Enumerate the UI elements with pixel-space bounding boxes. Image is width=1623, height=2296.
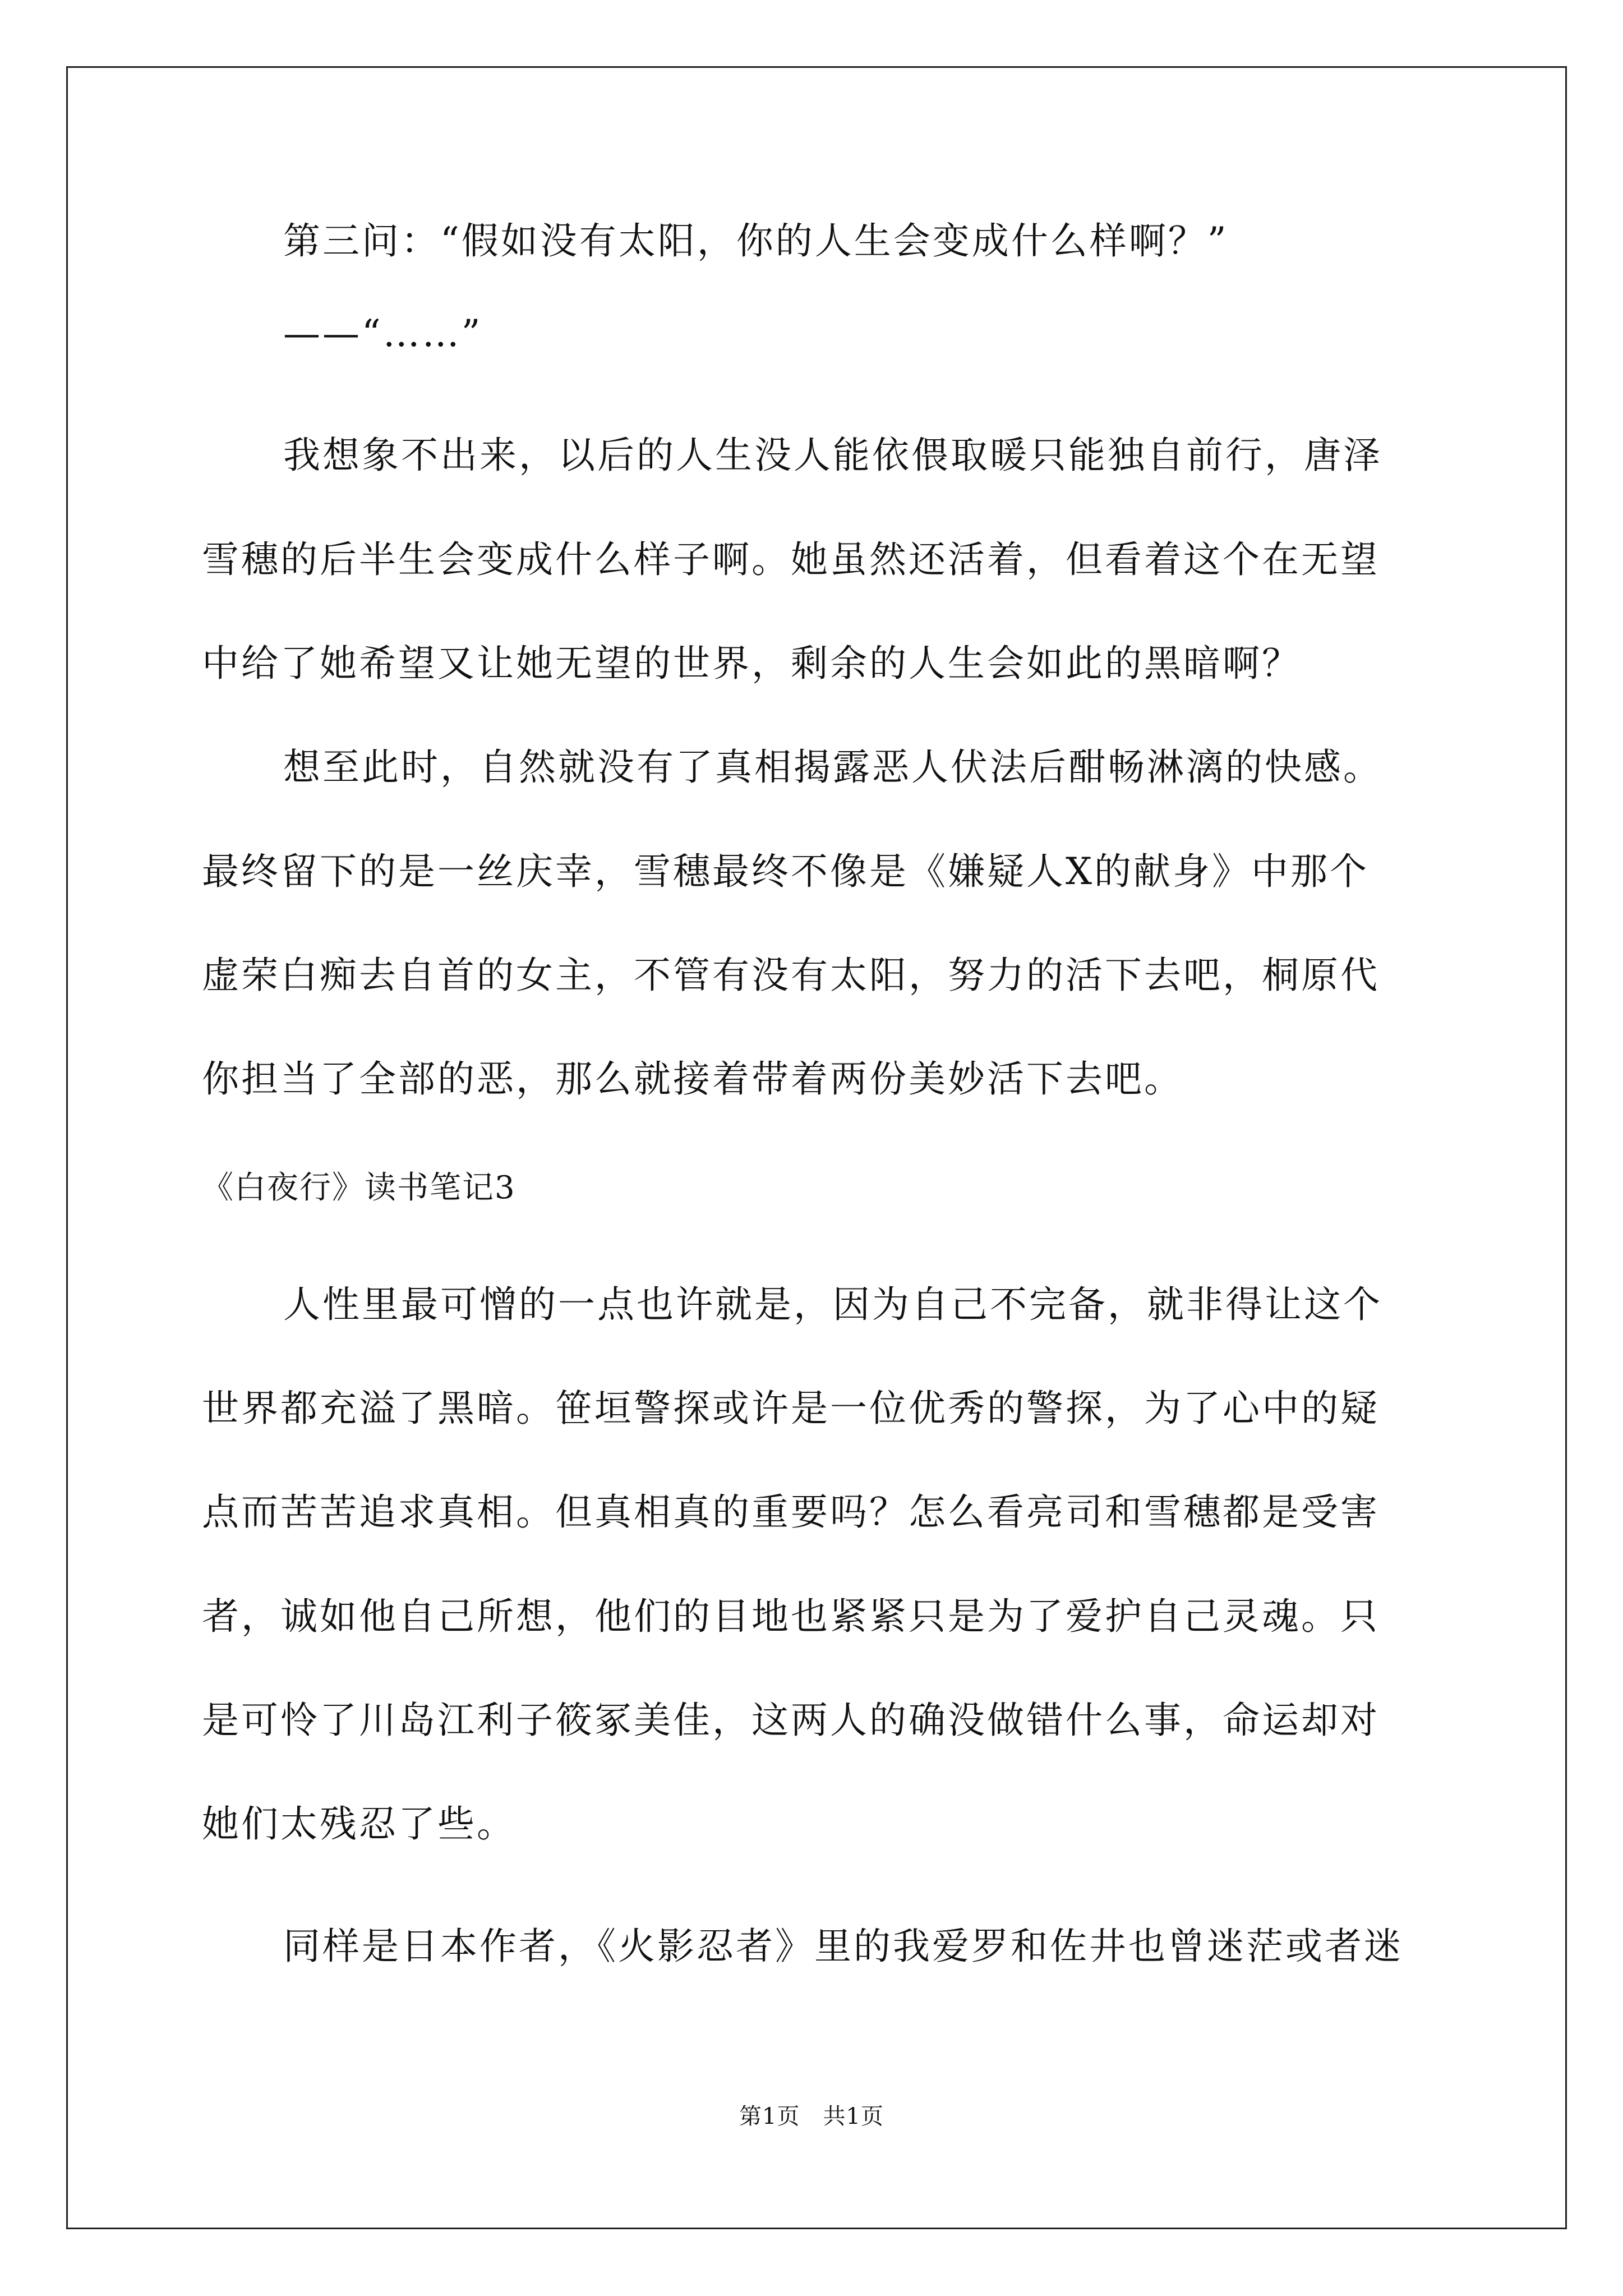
paragraph-line: 中给了她希望又让她无望的世界，剩余的人生会如此的黑暗啊？: [202, 642, 1301, 685]
paragraph-line: 人性里最可憎的一点也许就是，因为自己不完备，就非得让这个: [283, 1283, 1382, 1326]
paragraph-line: ——“……”: [283, 312, 483, 355]
paragraph-line: 同样是日本作者，《火影忍者》里的我爱罗和佐井也曾迷茫或者迷: [283, 1925, 1403, 1968]
paragraph-line: 点而苦苦追求真相。但真相真的重要吗？怎么看亮司和雪穗都是受害: [202, 1490, 1380, 1534]
section-heading: 《白夜行》读书笔记3: [202, 1170, 516, 1206]
page-border: [66, 66, 1567, 2229]
paragraph-line: 者，诚如他自己所想，他们的目地也紧紧只是为了爱护自己灵魂。只: [202, 1595, 1380, 1638]
paragraph-line: 世界都充溢了黑暗。笹垣警探或许是一位优秀的警探，为了心中的疑: [202, 1387, 1380, 1430]
page-number: 第1页 共1页: [739, 2104, 884, 2129]
paragraph-line: 我想象不出来，以后的人生没人能依偎取暖只能独自前行，唐泽: [283, 434, 1382, 477]
paragraph-line: 想至此时，自然就没有了真相揭露恶人伏法后酣畅淋漓的快感。: [283, 746, 1382, 789]
paragraph-line: 是可怜了川岛江利子筱冢美佳，这两人的确没做错什么事，命运却对: [202, 1699, 1380, 1742]
paragraph-line: 她们太残忍了些。: [202, 1802, 516, 1846]
paragraph-line: 最终留下的是一丝庆幸，雪穗最终不像是《嫌疑人X的献身》中那个: [202, 850, 1369, 893]
paragraph-line: 虚荣白痴去自首的女主，不管有没有太阳，努力的活下去吧，桐原代: [202, 954, 1380, 997]
paragraph-line: 雪穗的后半生会变成什么样子啊。她虽然还活着，但看着这个在无望: [202, 538, 1380, 581]
paragraph-line: 第三问：“假如没有太阳，你的人生会变成什么样啊？”: [283, 219, 1229, 263]
paragraph-line: 你担当了全部的恶，那么就接着带着两份美妙活下去吧。: [202, 1057, 1183, 1101]
